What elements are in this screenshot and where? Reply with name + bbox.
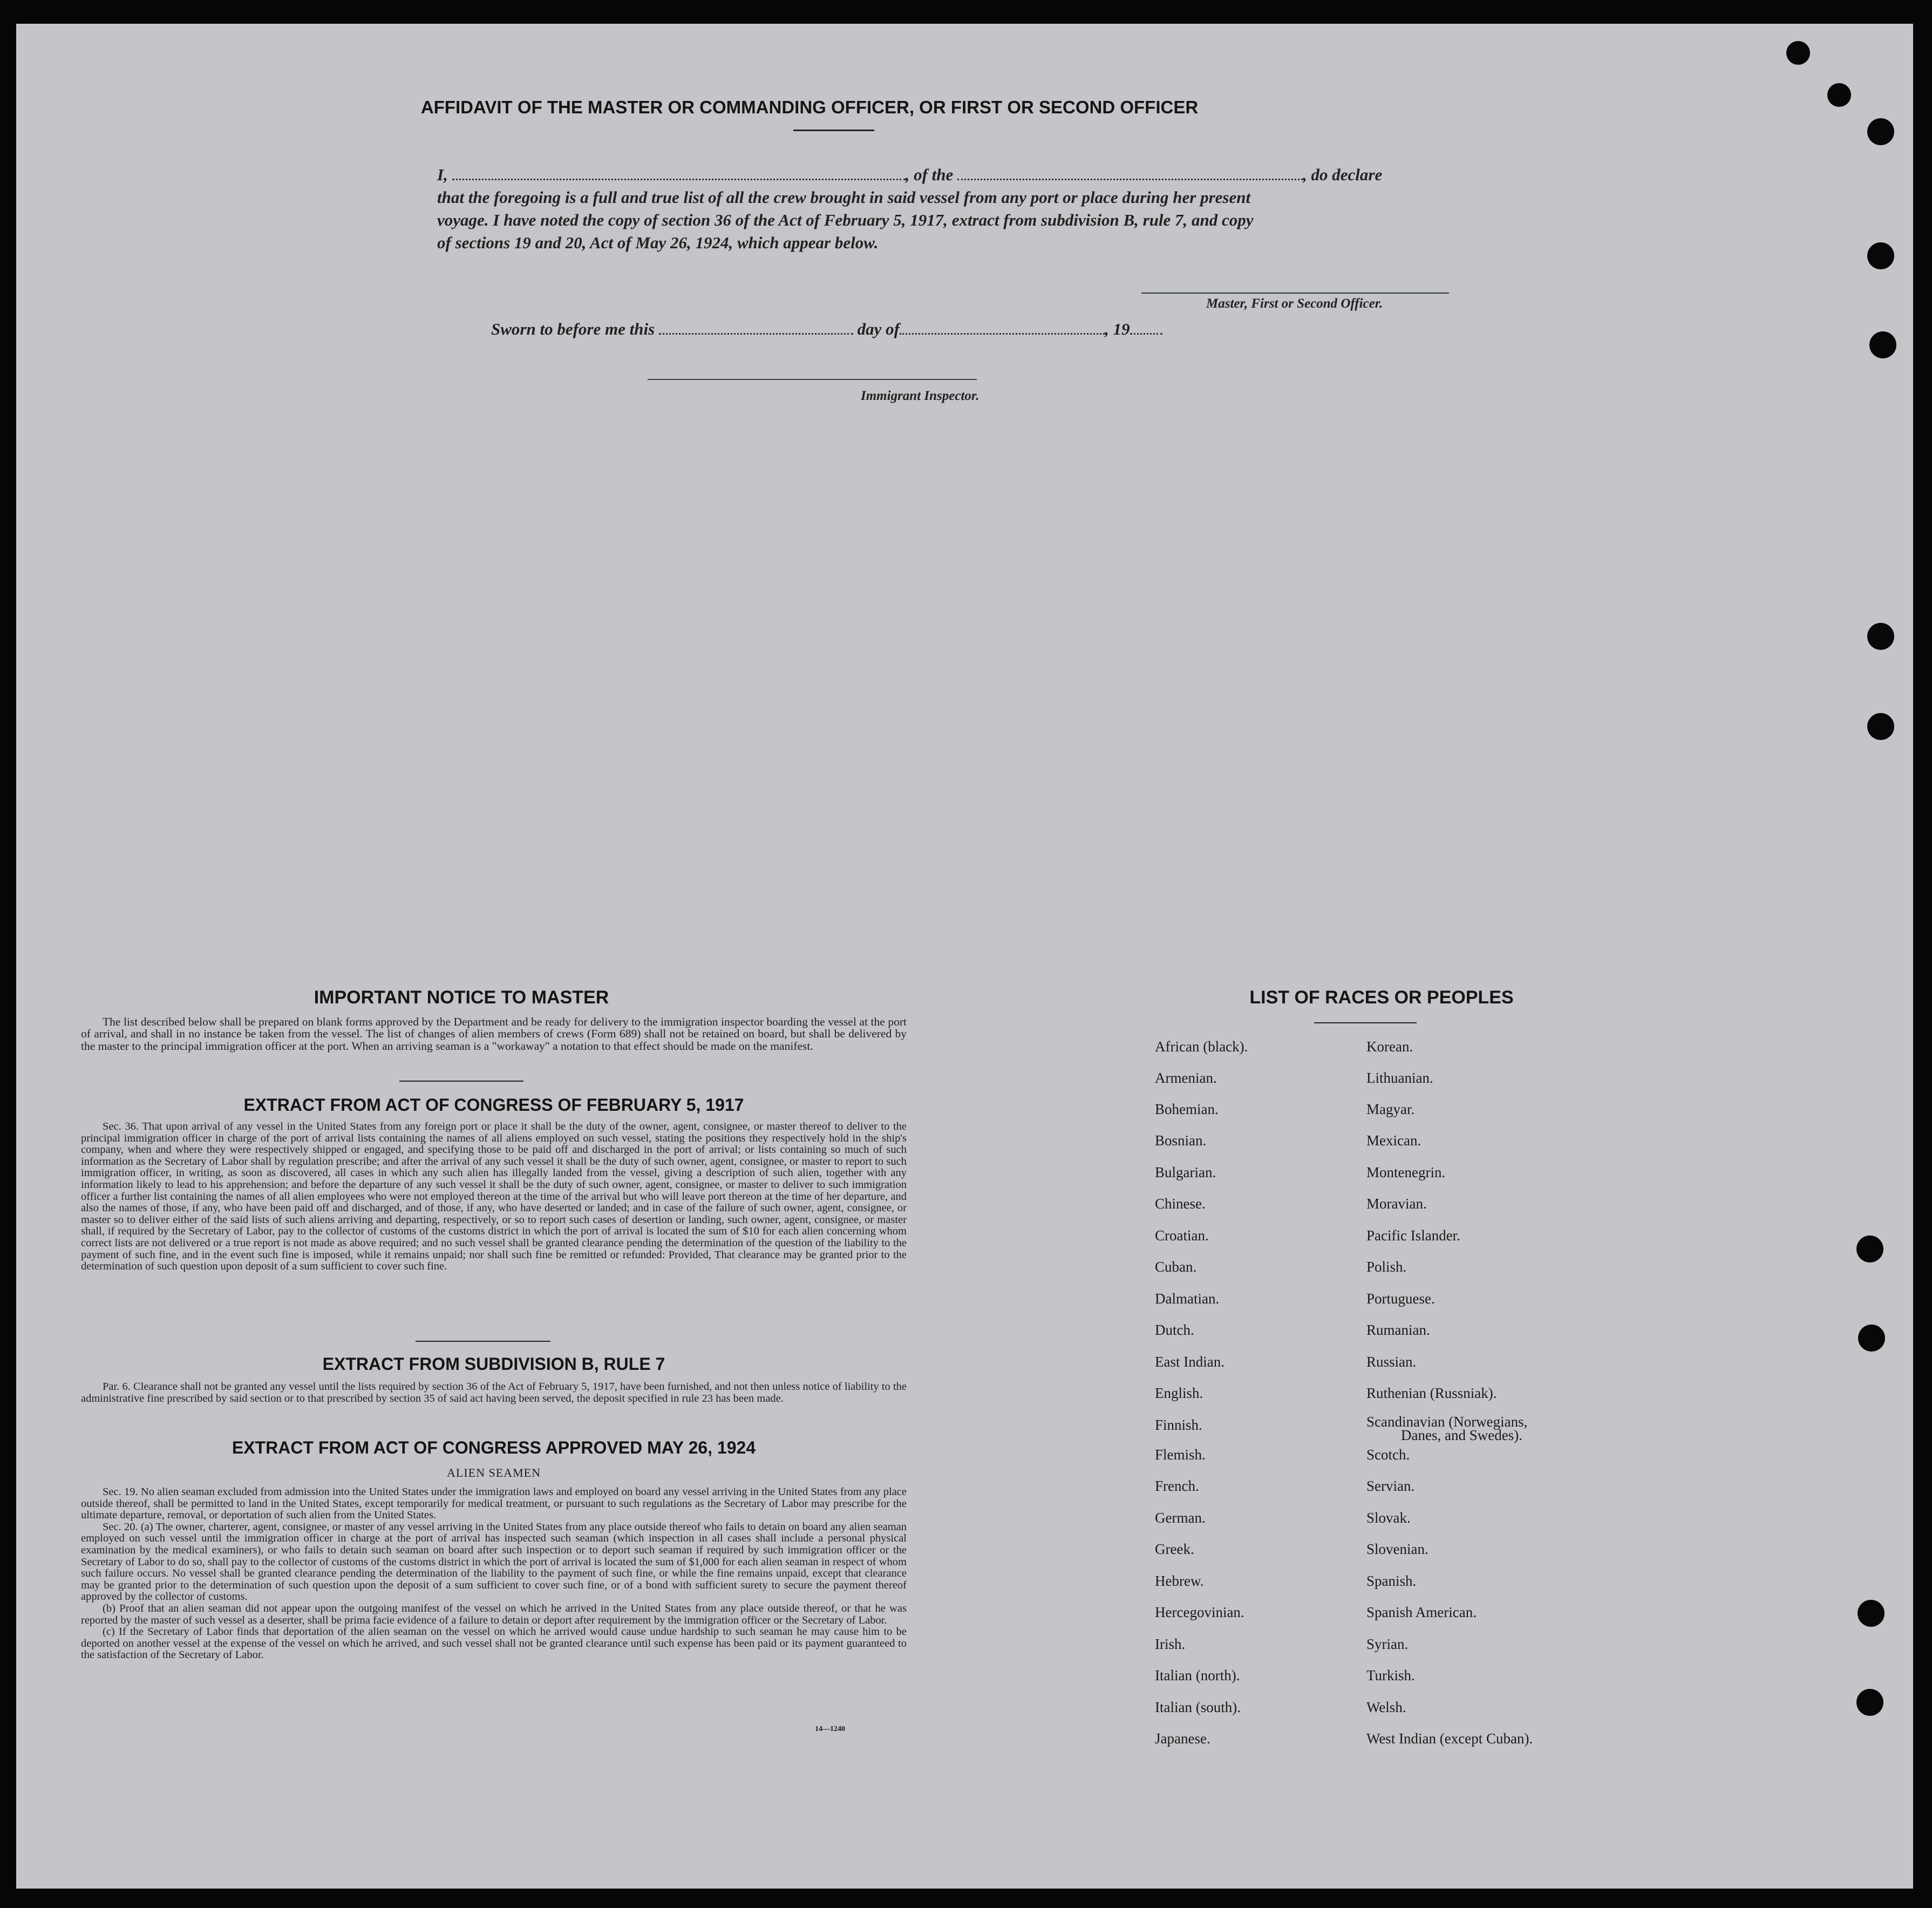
race-left-item: Irish. bbox=[1155, 1636, 1186, 1652]
race-right-item: Turkish. bbox=[1366, 1667, 1415, 1683]
sworn-line bbox=[491, 320, 1162, 339]
race-right-item: Montenegrin. bbox=[1366, 1164, 1446, 1180]
race-left-item: Finnish. bbox=[1155, 1417, 1202, 1433]
inspector-signature-line[interactable] bbox=[648, 379, 977, 380]
race-left-item: German. bbox=[1155, 1510, 1206, 1526]
race-right-item: Rumanian. bbox=[1366, 1322, 1430, 1338]
month-blank[interactable] bbox=[900, 332, 1105, 335]
race-left-item: Hercegovinian. bbox=[1155, 1604, 1244, 1620]
race-left-item: Croatian. bbox=[1155, 1227, 1209, 1244]
punch-hole bbox=[1858, 1325, 1885, 1352]
punch-hole bbox=[1786, 41, 1810, 65]
extract-b-text bbox=[81, 1381, 907, 1404]
races-title: LIST OF RACES OR PEOPLES bbox=[1249, 987, 1514, 1008]
race-left-item: Dutch. bbox=[1155, 1322, 1194, 1338]
affidavit-of-the: , of the bbox=[905, 165, 954, 184]
affidavit-do-declare: , do declare bbox=[1303, 165, 1383, 184]
affidavit-line-3: voyage. I have noted the copy of section 36 of the Act of February 5, 1917, extract from subdivision B, rule 7, and copy bbox=[437, 211, 1254, 229]
punch-hole bbox=[1827, 83, 1851, 107]
affidavit-title: AFFIDAVIT OF THE MASTER OR COMMANDING OFFICER, OR FIRST OR SECOND OFFICER bbox=[420, 97, 1199, 117]
race-left-item: Dalmatian. bbox=[1155, 1291, 1220, 1307]
extract-1917-title: EXTRACT FROM ACT OF CONGRESS OF FEBRUARY 5, 1917 bbox=[243, 1095, 744, 1115]
race-right-item: West Indian (except Cuban). bbox=[1366, 1730, 1533, 1747]
race-right-item: Korean. bbox=[1366, 1038, 1413, 1055]
race-right-item: Portuguese. bbox=[1366, 1291, 1435, 1307]
sec-19-paragraph: Sec. 19. No alien seaman excluded from admission into the United States under the immigration laws and employed on board any vessel arriving in the United States from any place outside thereof, shall be permitted to land in the United States, except temporarily for medical treatment, or pursuant to such regulations as the Secretary of Labor may prescribe for the ultimate departure, removal, or deportation of such alien from the United States. bbox=[81, 1486, 907, 1522]
affidavit-line-4: of sections 19 and 20, Act of May 26, 1924, which appear below. bbox=[437, 233, 879, 252]
race-right-item: Scotch. bbox=[1366, 1447, 1410, 1463]
extract-1917-text bbox=[81, 1121, 907, 1273]
punch-hole bbox=[1867, 118, 1894, 145]
affidavit-line-2: that the foregoing is a full and true list of all the crew brought in said vessel from any port or place during her present bbox=[437, 188, 1251, 207]
extract-b-title: EXTRACT FROM SUBDIVISION B, RULE 7 bbox=[322, 1354, 665, 1374]
race-left-item: African (black). bbox=[1155, 1038, 1248, 1055]
affidavit-line-1 bbox=[437, 165, 1382, 185]
race-right-item: Syrian. bbox=[1366, 1636, 1409, 1652]
year-prefix: , 19 bbox=[1105, 320, 1130, 338]
punch-hole bbox=[1867, 623, 1894, 650]
race-left-item: Bosnian. bbox=[1155, 1132, 1207, 1149]
race-left-item: Italian (south). bbox=[1155, 1699, 1241, 1715]
race-left-item: Italian (north). bbox=[1155, 1667, 1240, 1683]
year-blank[interactable] bbox=[1130, 332, 1162, 335]
par-6-paragraph: Par. 6. Clearance shall not be granted any vessel until the lists required by section 36 of the Act of February 5, 1917, have been furnished, and not then unless notice of liability to the administrative fine prescribed by said section or to that prescribed by section 35 of said act having been served, the deposit specified in rule 23 has been made. bbox=[81, 1381, 907, 1404]
punch-hole bbox=[1856, 1689, 1883, 1716]
alien-seamen-subtitle: ALIEN SEAMEN bbox=[447, 1466, 541, 1479]
race-right-item: Spanish American. bbox=[1366, 1604, 1477, 1620]
notice-title: IMPORTANT NOTICE TO MASTER bbox=[314, 987, 609, 1008]
sec-20b-paragraph: (b) Proof that an alien seaman did not appear upon the outgoing manifest of the vessel on which he arrived in the United States from any place outside thereof, or that he was reported by the master of such vessel as a deserter, shall be prima facie evidence of a failure to detain or deport after requirement by the immigration officer or the Secretary of Labor. bbox=[81, 1602, 907, 1626]
races-title-underline bbox=[1314, 1022, 1417, 1023]
form-page bbox=[16, 24, 1913, 1889]
race-right-item: Lithuanian. bbox=[1366, 1070, 1433, 1086]
race-left-item: Greek. bbox=[1155, 1541, 1194, 1557]
sworn-day-blank[interactable] bbox=[659, 332, 853, 335]
punch-hole bbox=[1867, 242, 1894, 269]
race-right-item: Magyar. bbox=[1366, 1101, 1415, 1117]
race-left-item: French. bbox=[1155, 1478, 1199, 1494]
race-right-item: Slovak. bbox=[1366, 1510, 1411, 1526]
master-signature-line[interactable] bbox=[1141, 293, 1449, 294]
race-right-item: Danes, and Swedes). bbox=[1401, 1427, 1522, 1443]
section-divider bbox=[416, 1341, 550, 1342]
notice-text bbox=[81, 1016, 907, 1052]
section-divider bbox=[399, 1081, 523, 1082]
sworn-text: Sworn to before me this bbox=[491, 320, 655, 338]
race-right-item: Moravian. bbox=[1366, 1196, 1427, 1212]
form-number: 14—1240 bbox=[815, 1725, 845, 1733]
race-right-item: Ruthenian (Russniak). bbox=[1366, 1385, 1497, 1401]
race-right-item: Slovenian. bbox=[1366, 1541, 1428, 1557]
race-left-item: Flemish. bbox=[1155, 1447, 1206, 1463]
race-left-item: Japanese. bbox=[1155, 1730, 1210, 1747]
race-left-item: Cuban. bbox=[1155, 1259, 1197, 1275]
race-right-item: Scandinavian (Norwegians, bbox=[1366, 1414, 1528, 1430]
notice-paragraph: The list described below shall be prepared on blank forms approved by the Department and be ready for delivery to the immigration inspector boarding the vessel at the port of arrival, and shall in no instance be taken from the vessel. The list of changes of alien members of crews (Form 689) shall not be retained on board, but shall be delivered by the master to the principal immigration officer at the port. When an arriving seaman is a "workaway" a notation to that effect should be made on the manifest. bbox=[81, 1015, 907, 1053]
race-right-item: Mexican. bbox=[1366, 1132, 1421, 1149]
race-left-item: Armenian. bbox=[1155, 1070, 1217, 1086]
section-36-paragraph: Sec. 36. That upon arrival of any vessel in the United States from any foreign port or place it shall be the duty of the owner, agent, consignee, or master thereof to deliver to the principal immigration officer in charge of the port of arrival lists containing the names of all aliens employed on such vessel, stating the positions they respectively hold in the ship's company, when and where they were respectively shipped or engaged, and specifying those to be paid off and discharged in the port of arrival; or lists containing so much of such information as the Secretary of Labor shall by regulation prescribe; and after the arrival of any such vessel it shall be the duty of such owner, agent, consignee, or master to report to such immigration officer, in writing, as soon as discovered, all cases in which any such alien has illegally landed from the vessel, giving a description of such alien, together with any information likely to lead to his apprehension; and before the departure of any such vessel it shall be the duty of such owner, agent, consignee, or master to deliver to such immigration officer a further list containing the names of all alien employees who were not employed thereon at the time of the arrival but who will leave port thereon at the time of her departure, and also the names of those, if any, who have been paid off and discharged, and of those, if any, who have deserted or landed; and in case of the failure of such owner, agent, consignee, or master so to deliver either of the said lists of such aliens arriving and departing, respectively, or so to report such cases of desertion or landing, such owner, agent, consignee, or master shall, if required by the Secretary of Labor, pay to the collector of customs of the customs district in which the port of arrival is located the sum of $10 for each alien concerning whom correct lists are not delivered or a true report is not made as above required; and no such vessel shall be granted clearance pending the determination of the question of the liability to the payment of such fine, and in the event such fine is imposed, while it remains unpaid; nor shall such fine be remitted or refunded: Provided, That clearance may be granted prior to the determination of such question upon deposit of a sum sufficient to cover such fine. bbox=[81, 1121, 907, 1273]
affidavit-i: I, bbox=[437, 165, 448, 184]
race-right-item: Welsh. bbox=[1366, 1699, 1406, 1715]
sec-20c-paragraph: (c) If the Secretary of Labor finds that deportation of the alien seaman on the vessel on which he arrived would cause undue hardship to such seaman he may cause him to be deported on another vessel at the expense of the vessel on which he arrived, and such vessel shall not be granted clearance until such expense has been paid or its payment guaranteed to the satisfaction of the Secretary of Labor. bbox=[81, 1626, 907, 1661]
race-left-item: Chinese. bbox=[1155, 1196, 1206, 1212]
vessel-blank[interactable] bbox=[957, 178, 1303, 180]
race-left-item: Hebrew. bbox=[1155, 1573, 1204, 1589]
race-left-item: Bohemian. bbox=[1155, 1101, 1219, 1117]
race-left-item: Bulgarian. bbox=[1155, 1164, 1216, 1180]
master-caption: Master, First or Second Officer. bbox=[1206, 296, 1383, 311]
race-left-item: East Indian. bbox=[1155, 1354, 1224, 1370]
extract-1924-text bbox=[81, 1486, 907, 1661]
inspector-caption: Immigrant Inspector. bbox=[861, 389, 979, 403]
day-of-text: day of bbox=[857, 320, 900, 338]
race-right-item: Spanish. bbox=[1366, 1573, 1417, 1589]
punch-hole bbox=[1858, 1600, 1885, 1627]
name-blank[interactable] bbox=[452, 178, 906, 180]
race-right-item: Pacific Islander. bbox=[1366, 1227, 1460, 1244]
race-right-item: Servian. bbox=[1366, 1478, 1415, 1494]
sec-20a-paragraph: Sec. 20. (a) The owner, charterer, agent, consignee, or master of any vessel arriving in the United States from any place outside thereof who fails to detain on board any alien seaman employed on such vessel until the immigration officer in charge at the port of arrival has inspected such seaman (which inspection in all cases shall include a personal physical examination by the medical examiners), or who fails to detain such seaman on board after such inspection or to deport such seaman if required by such immigration officer or the Secretary of Labor to do so, shall pay to the collector of customs of the customs district in which the port of arrival is located the sum of $1,000 for each alien seaman in respect of whom such failure occurs. No vessel shall be granted clearance pending the determination of the liability to the payment of such fine, or while the fine remains unpaid, except that clearance may be granted prior to the determination of such question upon the deposit of a sum sufficient to cover such fine, or of a bond with sufficient surety to secure the payment thereof approved by the collector of customs. bbox=[81, 1520, 907, 1603]
title-underline bbox=[793, 130, 874, 131]
extract-1924-title: EXTRACT FROM ACT OF CONGRESS APPROVED MAY 26, 1924 bbox=[232, 1438, 756, 1457]
race-left-item: English. bbox=[1155, 1385, 1203, 1401]
punch-hole bbox=[1869, 331, 1896, 358]
race-right-item: Polish. bbox=[1366, 1259, 1407, 1275]
punch-hole bbox=[1856, 1235, 1883, 1262]
punch-hole bbox=[1867, 713, 1894, 740]
race-right-item: Russian. bbox=[1366, 1354, 1417, 1370]
